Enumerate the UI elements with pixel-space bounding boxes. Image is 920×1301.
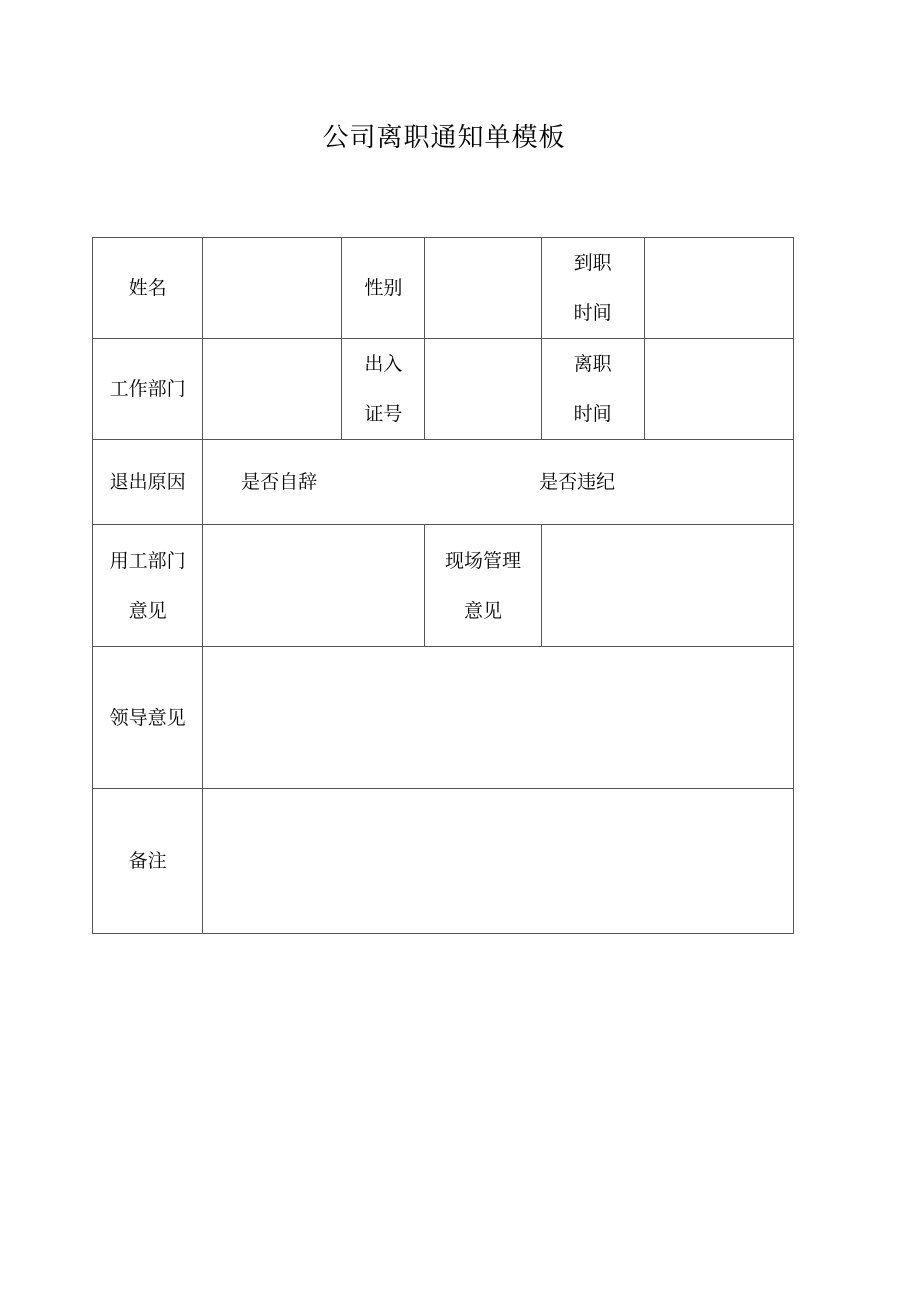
department-field[interactable] xyxy=(203,339,342,440)
row-department-info xyxy=(93,339,794,440)
leave-date-label xyxy=(541,339,644,440)
exit-reason-label: 退出原因 xyxy=(93,440,203,525)
row-opinions xyxy=(93,525,794,647)
exit-reason-field[interactable] xyxy=(203,440,794,525)
pass-number-label-line1: 出入 xyxy=(364,353,403,375)
remarks-label: 备注 xyxy=(93,789,203,934)
pass-number-label xyxy=(342,339,425,440)
gender-field[interactable] xyxy=(425,238,541,339)
name-field[interactable] xyxy=(203,238,342,339)
leave-date-label-line1: 离职 xyxy=(573,353,612,375)
pass-number-field[interactable] xyxy=(425,339,541,440)
site-management-opinion-label-line2: 意见 xyxy=(464,599,503,622)
leave-date-label-line2: 时间 xyxy=(573,403,612,425)
leader-opinion-field[interactable] xyxy=(203,647,794,789)
name-label: 姓名 xyxy=(93,238,203,339)
disciplinary-violation-option[interactable]: 是否违纪 xyxy=(539,471,616,493)
department-label: 工作部门 xyxy=(93,339,203,440)
employer-dept-opinion-label-line2: 意见 xyxy=(128,599,167,622)
start-date-label-line2: 时间 xyxy=(573,302,612,324)
row-basic-info xyxy=(93,238,794,339)
row-exit-reason xyxy=(93,440,794,525)
employer-dept-opinion-field[interactable] xyxy=(203,525,425,647)
site-management-opinion-field[interactable] xyxy=(541,525,793,647)
leave-date-field[interactable] xyxy=(644,339,793,440)
site-management-opinion-label xyxy=(425,525,541,647)
employer-dept-opinion-label-line1: 用工部门 xyxy=(109,549,186,572)
row-leader-opinion xyxy=(93,647,794,789)
row-remarks xyxy=(93,789,794,934)
remarks-field[interactable] xyxy=(203,789,794,934)
site-management-opinion-label-line1: 现场管理 xyxy=(445,549,522,572)
employer-dept-opinion-label xyxy=(93,525,203,647)
start-date-label-line1: 到职 xyxy=(573,252,612,274)
gender-label: 性别 xyxy=(342,238,425,339)
pass-number-label-line2: 证号 xyxy=(364,403,403,425)
start-date-label xyxy=(541,238,644,339)
leader-opinion-label: 领导意见 xyxy=(93,647,203,789)
start-date-field[interactable] xyxy=(644,238,793,339)
voluntary-resignation-option[interactable]: 是否自辞 xyxy=(241,471,318,493)
resignation-form-table xyxy=(92,237,794,934)
page-title: 公司离职通知单模板 xyxy=(322,123,566,153)
